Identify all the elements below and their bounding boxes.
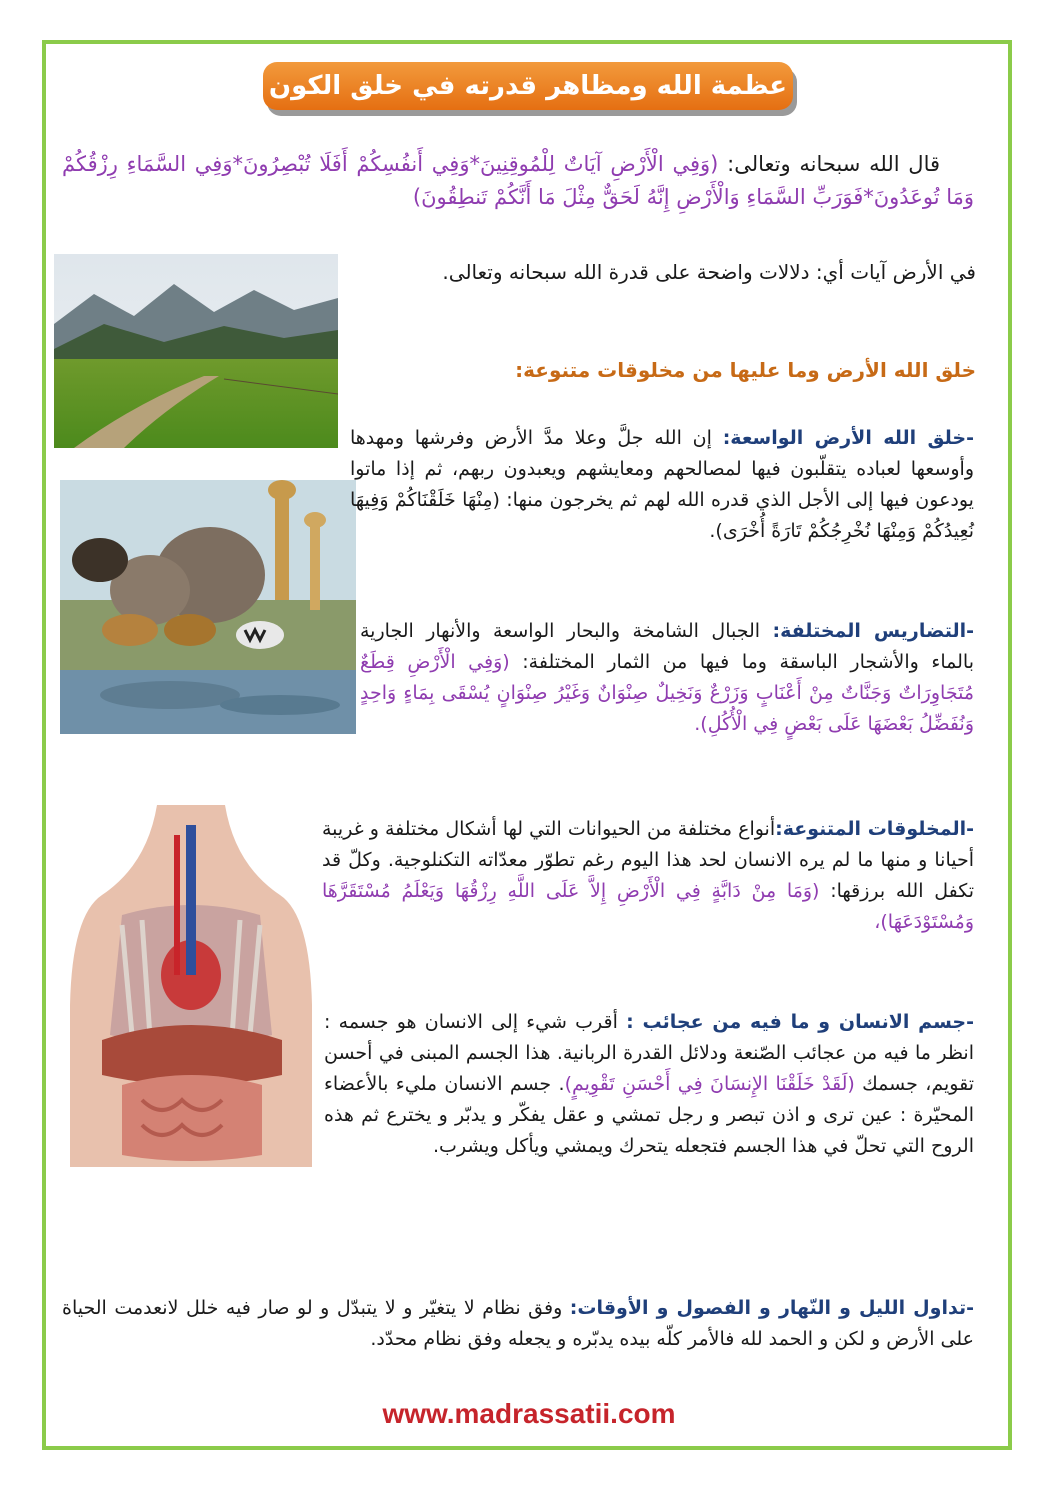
- item-day-night-text: وفق نظام لا يتغيّر و لا يتبدّل و لو صار فيه خلل لانعدمت الحياة على الأرض و لكن و الحمد لله فالأمر كلّه بيده يدبّره و يجعله وفق نظام محدّد.: [62, 1297, 974, 1350]
- item-human-body-text: أقرب شيء إلى الانسان هو جسمه : انظر ما فيه من عجائب الصّنعة ودلائل القدرة الربانية. هذا الجسم المبنى في أحسن تقويم، جسمك: [324, 1011, 974, 1095]
- item-earth-title: -خلق الله الأرض الواسعة:: [722, 427, 974, 449]
- item-creatures-title: -المخلوقات المتنوعة:: [775, 818, 974, 840]
- item-terrain-verse: (وَفِي الْأَرْضِ قِطَعٌ مُتَجَاوِرَاتٌ وَجَنَّاتٌ مِنْ أَعْنَابٍ وَزَرْعٌ وَنَخِيلٌ صِنْوَانٌ وَغَيْرُ صِنْوَانٍ يُسْقَى بِمَاءٍ وَاحِدٍ وَنُفَضِّلُ بَعْضَهَا عَلَى بَعْضٍ فِي الْأُكُلِ).: [360, 651, 974, 735]
- item-human-body-after: . جسم الانسان مليء بالأعضاء المحيّرة : عين ترى و اذن تبصر و رجل تمشي و عقل يفكّر و يدبّر و يخترع ثم هذه الروح التي تحلّ في هذا الجسم فتجعله يتحرك ويمشي ويأكل ويشرب.: [324, 1073, 974, 1157]
- item-earth: [350, 423, 974, 547]
- item-day-night-title: -تداول الليل و النّهار و الفصول و الأوقات:: [569, 1297, 974, 1319]
- landscape-image: [54, 254, 338, 448]
- landscape-photo: [54, 254, 338, 448]
- item-human-body: [62, 1007, 974, 1167]
- item-day-night: [62, 1293, 974, 1355]
- item-creatures: [322, 814, 974, 938]
- section-heading: خلق الله الأرض وما عليها من مخلوقات متنوعة:: [515, 358, 976, 382]
- item-terrain-text: الجبال الشامخة والبحار الواسعة والأنهار الجارية بالماء والأشجار الباسقة وما فيها من الثمار المختلفة:: [360, 620, 974, 673]
- title-banner: [263, 62, 793, 114]
- page-title: عظمة الله ومظاهر قدرته في خلق الكون: [263, 62, 793, 110]
- item-human-body-title: -جسم الانسان و ما فيه من عجائب :: [626, 1011, 974, 1033]
- wrap-spacer: [62, 1007, 324, 1167]
- item-human-body-verse: (لَقَدْ خَلَقْنَا الإِنسَانَ فِي أَحْسَنِ تَقْوِيمٍ): [564, 1073, 855, 1095]
- animals-image: [60, 480, 356, 734]
- item-creatures-verse: (وَمَا مِنْ دَابَّةٍ فِي الْأَرْضِ إِلاَّ عَلَى اللَّهِ رِزْقُهَا وَيَعْلَمُ مُسْتَقَرَّهَا وَمُسْتَوْدَعَهَا)،: [322, 880, 974, 933]
- item-terrain: [360, 616, 974, 740]
- explanation-text: في الأرض آيات أي: دلالات واضحة على قدرة الله سبحانه وتعالى.: [442, 260, 976, 284]
- item-terrain-title: -التضاريس المختلفة:: [772, 620, 975, 642]
- intro-paragraph: [62, 148, 974, 214]
- animals-photo: [60, 480, 356, 734]
- page-border: [42, 40, 1012, 1450]
- item-creatures-text: أنواع مختلفة من الحيوانات التي لها أشكال مختلفة و غريبة أحيانا و منها ما لم يره الانسان لحد هذا اليوم رغم تطوّر معدّاته التكنلوجية. وكلّ قد تكفل الله برزقها:: [322, 818, 975, 902]
- intro-prefix: قال الله سبحانه وتعالى:: [718, 152, 941, 176]
- intro-verse: (وَفِي الْأَرْضِ آيَاتٌ لِلْمُوقِنِينَ*وَفِي أَنفُسِكُمْ أَفَلَا تُبْصِرُونَ*وَفِي السَّمَاءِ رِزْقُكُمْ وَمَا تُوعَدُونَ*فَوَرَبِّ السَّمَاءِ وَالْأَرْضِ إِنَّهُ لَحَقٌّ مِثْلَ مَا أَنَّكُمْ تَنطِقُونَ): [62, 152, 974, 209]
- footer-url[interactable]: www.madrassatii.com: [382, 1398, 676, 1429]
- item-earth-verse: (مِنْهَا خَلَقْنَاكُمْ وَفِيهَا نُعِيدُكُمْ وَمِنْهَا نُخْرِجُكُمْ تَارَةً أُخْرَى).: [350, 489, 974, 542]
- item-earth-text: إن الله جلَّ وعلا مدَّ الأرض وفرشها ومهدها وأوسعها لعباده يتقلّبون فيها لمصالحهم ومعايشهم ويعبدون ربهم، ثم إذا ماتوا يودعون فيها إلى الأجل الذي قدره الله لهم ثم يخرجون منها:: [350, 427, 974, 511]
